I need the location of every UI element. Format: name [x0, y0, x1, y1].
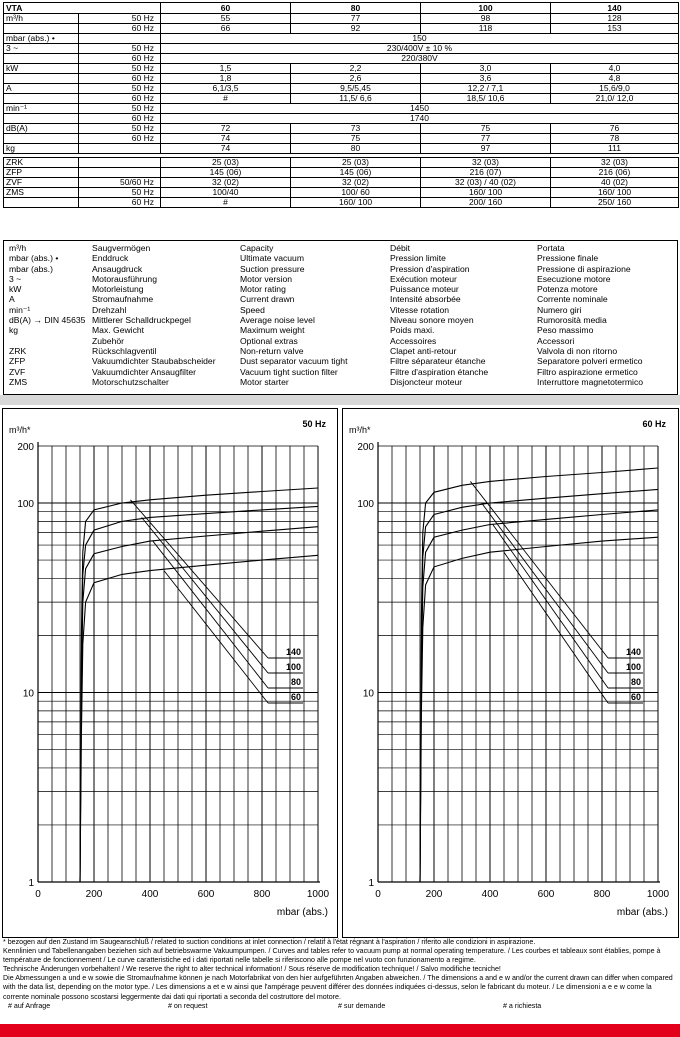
table-header-row: [4, 3, 679, 14]
series-leader-line: [142, 517, 268, 673]
legend-symbol-item: dB(A) → DIN 45635: [9, 315, 86, 326]
series-line-60: [420, 537, 658, 882]
y-tick-label: 1: [28, 878, 34, 889]
legend-symbol-item: mbar (abs.): [9, 263, 53, 274]
table-row: [4, 124, 679, 134]
legend-it-item: Interruttore magnetotermico: [537, 376, 644, 387]
legend-de-item: Vakuumdichter Ansaugfilter: [92, 366, 196, 377]
request-notes: [3, 1002, 675, 1012]
x-axis-label: mbar (abs.): [616, 907, 668, 918]
series-leader-line: [130, 500, 268, 658]
row-label: [4, 74, 79, 84]
row-value: #: [161, 94, 291, 104]
legend-symbol-item: 3 ~: [9, 273, 22, 284]
footnote-1: * bezogen auf den Zustand im Saugeanschluß / related to suction conditions at inlet connection / relatif à l'état régnant à l'aspiration / riferito alle condizioni in aspirazione.: [3, 938, 536, 946]
legend-de-item: Saugvermögen: [92, 243, 151, 253]
row-value: 9,5/5,45: [291, 84, 421, 94]
chart-60hz: [343, 409, 678, 937]
legend-fr-item: Vitesse rotation: [390, 304, 450, 315]
legend-it-item: Separatore polveri ermetico: [537, 356, 643, 367]
legend-en-item: Suction pressure: [240, 263, 305, 274]
table-row: [4, 158, 679, 168]
row-value: 1450: [161, 104, 679, 114]
row-frequency: 60 Hz: [79, 54, 161, 64]
row-value: 32 (03) / 40 (02): [421, 178, 551, 188]
legend-symbol-item: ZRK: [9, 345, 27, 356]
series-label: 100: [625, 662, 641, 672]
row-frequency: [79, 168, 161, 178]
series-leader-line: [482, 503, 608, 673]
legend-french: [390, 243, 488, 387]
legend-fr-item: Accessoires: [390, 335, 437, 346]
row-value: 73: [291, 124, 421, 134]
x-tick-label: 800: [253, 889, 271, 900]
series-label: 140: [625, 647, 641, 657]
footnote-2: Kennlinien und Tabellenangaben beziehen sich auf betriebswarme Vakuumpumpen. / Curves and tables refer to vacuum pump at normal operating temperature. / Les courbes et tableaux sont établies, pompe à température de fonctionnement / Le curve caratteristiche ed i dati riportati nelle tabelle si riferiscono alle pompe nel vuoto con funzionamento a regime.: [3, 947, 661, 965]
legend-symbol-item: ZVF: [9, 366, 26, 377]
row-value: 118: [421, 24, 551, 34]
series-line-140: [80, 488, 318, 882]
row-value: 250/ 160: [551, 198, 679, 208]
x-tick-label: 400: [141, 889, 159, 900]
series-line-80: [80, 527, 318, 882]
x-tick-label: 600: [197, 889, 215, 900]
legend-de-item: Motorleistung: [92, 284, 144, 295]
row-value: #: [161, 198, 291, 208]
series-line-60: [80, 555, 318, 882]
red-footer-bar: [0, 1024, 680, 1037]
row-value: 72: [161, 124, 291, 134]
row-frequency: [79, 158, 161, 168]
legend-en-item: Ultimate vacuum: [240, 253, 304, 264]
row-value: 160/ 100: [551, 188, 679, 198]
series-leader-line: [470, 481, 608, 658]
row-frequency: [79, 144, 161, 154]
row-value: 128: [551, 14, 679, 24]
row-value: 216 (06): [551, 168, 679, 178]
legend-fr-item: Exécution moteur: [390, 273, 457, 284]
series-line-100: [80, 506, 318, 882]
legend-german: [92, 243, 216, 387]
series-line-140: [420, 468, 658, 882]
y-tick-label: 10: [22, 688, 34, 700]
chart-title: 60 Hz: [642, 419, 666, 429]
row-label: [4, 198, 79, 208]
x-tick-label: 0: [35, 889, 41, 900]
legend-en-item: Speed: [240, 304, 265, 315]
legend-symbol-item: min⁻¹: [9, 304, 31, 315]
row-value: 98: [421, 14, 551, 24]
grey-band: [0, 395, 680, 405]
legend-de-item: Mittlerer Schalldruckpegel: [92, 315, 191, 326]
row-value: 55: [161, 14, 291, 24]
table-row: [4, 24, 679, 34]
legend-it-item: Accessori: [537, 335, 575, 346]
legend-italian: [537, 243, 643, 387]
legend-en-item: Average noise level: [240, 315, 315, 326]
legend-de-item: Max. Gewicht: [92, 325, 145, 336]
model-column-header: 80: [291, 3, 421, 14]
y-tick-label: 100: [357, 499, 374, 511]
legend-de-item: Drehzahl: [92, 304, 127, 315]
row-label: min⁻¹: [4, 104, 79, 114]
legend-en-item: Motor starter: [240, 376, 289, 387]
footnotes: [3, 938, 675, 1012]
note-it: # a richiesta: [503, 1001, 542, 1010]
x-tick-label: 800: [593, 889, 611, 900]
row-value: 153: [551, 24, 679, 34]
row-frequency: 50 Hz: [79, 124, 161, 134]
row-value: 230/400V ± 10 %: [161, 44, 679, 54]
legend-fr-item: Puissance moteur: [390, 284, 459, 295]
row-value: 3,0: [421, 64, 551, 74]
legend-fr-item: Filtre d'aspiration étanche: [390, 366, 489, 377]
row-value: 75: [291, 134, 421, 144]
legend-it-item: Esecuzione motore: [537, 273, 611, 284]
legend-de-item: Rückschlagventil: [92, 345, 157, 356]
legend-box: [3, 240, 678, 395]
legend-de-item: Stromaufnahme: [92, 294, 154, 305]
legend-symbols: [9, 243, 85, 387]
chart-title: 50 Hz: [302, 419, 326, 429]
series-leader-line: [493, 525, 608, 688]
row-value: 97: [421, 144, 551, 154]
row-value: 200/ 160: [421, 198, 551, 208]
x-axis-label: mbar (abs.): [276, 907, 328, 918]
table-row: [4, 198, 679, 208]
row-label: ZVF: [4, 178, 79, 188]
row-frequency: 60 Hz: [79, 74, 161, 84]
table-row: [4, 134, 679, 144]
row-value: 1,5: [161, 64, 291, 74]
legend-de-item: Vakuumdichter Staubabscheider: [92, 356, 216, 367]
series-leader-line: [164, 571, 268, 703]
x-tick-label: 200: [425, 889, 443, 900]
legend-fr-item: Clapet anti-retour: [390, 345, 457, 356]
row-label: m³/h: [4, 14, 79, 24]
table-row: [4, 94, 679, 104]
legend-en-item: Vacuum tight suction filter: [240, 366, 338, 377]
table-row: [4, 54, 679, 64]
row-label: mbar (abs.) •: [4, 34, 79, 44]
model-column-header: 140: [551, 3, 679, 14]
row-value: 21,0/ 12,0: [551, 94, 679, 104]
series-label: 60: [290, 692, 301, 702]
row-value: 18,5/ 10,6: [421, 94, 551, 104]
legend-fr-item: Disjoncteur moteur: [390, 376, 463, 387]
legend-symbol-item: ZFP: [9, 356, 26, 367]
legend-de-item: Motorausführung: [92, 273, 157, 284]
x-tick-label: 0: [375, 889, 381, 900]
row-value: 4,0: [551, 64, 679, 74]
row-frequency: 50 Hz: [79, 64, 161, 74]
y-axis-label: m³/h*: [349, 425, 371, 435]
legend-it-item: Filtro aspirazione ermetico: [537, 366, 638, 377]
legend-en-item: Capacity: [240, 243, 274, 253]
table-row: [4, 144, 679, 154]
table-row: [4, 84, 679, 94]
legend-symbol-item: kW: [9, 284, 22, 295]
legend-it-item: Rumorosità media: [537, 315, 607, 326]
row-value: 32 (02): [291, 178, 421, 188]
legend-en-item: Dust separator vacuum tight: [240, 356, 348, 367]
legend-fr-item: Niveau sonore moyen: [390, 315, 474, 326]
row-frequency: 50 Hz: [79, 104, 161, 114]
legend-de-item: Motorschutzschalter: [92, 376, 169, 387]
row-value: 15,6/9,0: [551, 84, 679, 94]
x-tick-label: 400: [481, 889, 499, 900]
table-row: [4, 168, 679, 178]
row-value: 76: [551, 124, 679, 134]
legend-de-item: Enddruck: [92, 253, 129, 264]
row-value: 77: [421, 134, 551, 144]
note-fr: # sur demande: [338, 1001, 386, 1010]
row-value: 2,6: [291, 74, 421, 84]
legend-en-item: Non-return valve: [240, 345, 304, 356]
row-frequency: 50 Hz: [79, 44, 161, 54]
x-tick-label: 200: [85, 889, 103, 900]
row-value: 92: [291, 24, 421, 34]
row-label: kg: [4, 144, 79, 154]
legend-it-item: Portata: [537, 243, 565, 253]
row-value: 32 (03): [421, 158, 551, 168]
row-value: 74: [161, 144, 291, 154]
row-frequency: 60 Hz: [79, 24, 161, 34]
legend-it-item: Numero giri: [537, 304, 582, 315]
table-row: [4, 74, 679, 84]
row-value: 4,8: [551, 74, 679, 84]
legend-en-item: Maximum weight: [240, 325, 305, 336]
legend-en-item: Optional extras: [240, 335, 298, 346]
legend-it-item: Pressione di aspirazione: [537, 263, 631, 274]
row-label: A: [4, 84, 79, 94]
row-label: [4, 134, 79, 144]
row-value: 40 (02): [551, 178, 679, 188]
legend-it-item: Corrente nominale: [537, 294, 608, 305]
row-label: dB(A): [4, 124, 79, 134]
note-de: # auf Anfrage: [8, 1001, 51, 1010]
model-header: VTA: [4, 3, 161, 14]
legend-fr-item: Filtre séparateur étanche: [390, 356, 486, 367]
row-value: 145 (06): [161, 168, 291, 178]
table-row: [4, 178, 679, 188]
series-label: 80: [290, 677, 301, 687]
series-leader-line: [153, 541, 268, 688]
legend-english: [240, 243, 347, 387]
row-label: [4, 114, 79, 124]
legend-de-item: Ansaugdruck: [92, 263, 143, 274]
model-column-header: 60: [161, 3, 291, 14]
x-tick-label: 1000: [306, 889, 330, 900]
row-value: 12,2 / 7,1: [421, 84, 551, 94]
table-row: [4, 44, 679, 54]
row-value: 100/40: [161, 188, 291, 198]
legend-it-item: Peso massimo: [537, 325, 594, 336]
row-frequency: 50 Hz: [79, 14, 161, 24]
chart-50hz: [3, 409, 337, 937]
model-column-header: 100: [421, 3, 551, 14]
legend-fr-item: Intensité absorbée: [390, 294, 461, 305]
row-value: 78: [551, 134, 679, 144]
legend-symbol-item: mbar (abs.) •: [9, 253, 59, 264]
spec-table: [3, 2, 679, 208]
row-value: 75: [421, 124, 551, 134]
x-tick-label: 600: [537, 889, 555, 900]
legend-it-item: Potenza motore: [537, 284, 598, 295]
row-label: [4, 94, 79, 104]
series-line-80: [420, 510, 658, 882]
row-frequency: 50/60 Hz: [79, 178, 161, 188]
row-value: 160/ 100: [291, 198, 421, 208]
row-value: 6,1/3,5: [161, 84, 291, 94]
row-frequency: 60 Hz: [79, 198, 161, 208]
row-value: 150: [161, 34, 679, 44]
row-frequency: 50 Hz: [79, 188, 161, 198]
row-value: 3,6: [421, 74, 551, 84]
row-value: 74: [161, 134, 291, 144]
y-tick-label: 1: [368, 878, 374, 889]
row-value: 145 (06): [291, 168, 421, 178]
chart-panel-60hz: [342, 408, 679, 938]
legend-en-item: Motor rating: [240, 284, 286, 295]
table-row: [4, 114, 679, 124]
series-label: 80: [630, 677, 641, 687]
row-value: 111: [551, 144, 679, 154]
legend-symbol-item: A: [9, 294, 15, 305]
row-value: 216 (07): [421, 168, 551, 178]
series-line-100: [420, 489, 658, 882]
row-label: ZRK: [4, 158, 79, 168]
legend-fr-item: Pression d'aspiration: [390, 263, 470, 274]
legend-symbol-item: kg: [9, 325, 19, 336]
series-label: 140: [285, 647, 301, 657]
row-value: 80: [291, 144, 421, 154]
legend-symbol-item: ZMS: [9, 376, 28, 387]
row-label: 3 ~: [4, 44, 79, 54]
row-frequency: 60 Hz: [79, 94, 161, 104]
legend-symbol-item: m³/h: [9, 243, 27, 253]
legend-it-item: Valvola di non ritorno: [537, 345, 618, 356]
y-axis-label: m³/h*: [9, 425, 31, 435]
row-value: 1740: [161, 114, 679, 124]
chart-panel-50hz: [2, 408, 338, 938]
y-tick-label: 100: [17, 499, 34, 511]
legend-fr-item: Débit: [390, 243, 411, 253]
row-value: 25 (03): [291, 158, 421, 168]
row-label: kW: [4, 64, 79, 74]
row-value: 100/ 60: [291, 188, 421, 198]
row-value: 25 (03): [161, 158, 291, 168]
row-value: 220/380V: [161, 54, 679, 64]
legend-it-item: Pressione finale: [537, 253, 599, 264]
legend-symbol-item: [9, 336, 85, 346]
legend-fr-item: Pression limite: [390, 253, 446, 264]
footnote-3: Technische Änderungen vorbehalten! / We reserve the right to alter technical information! / Sous réserve de modification technique! / Salvo modifiche tecniche!: [3, 965, 501, 974]
row-value: 2,2: [291, 64, 421, 74]
row-value: 77: [291, 14, 421, 24]
table-row: [4, 104, 679, 114]
series-label: 60: [630, 692, 641, 702]
row-label: [4, 24, 79, 34]
row-value: 32 (03): [551, 158, 679, 168]
table-row: [4, 64, 679, 74]
table-row: [4, 14, 679, 24]
footnote-4: Die Abmessungen a und e w sowie die Stromaufnahme können je nach Motorfabrikat von den hier aufgeführten Angaben abweichen. / The dimensions a and e w and/or the current drawn can differ when compared with the data list, depending on the motor type. / Les dimensions a et e w ainsi que l'ampérage peuvent différer des données indiquées ci-dessus, selon le fabricant du moteur. / Le dimensioni a e e w come la corrente nominale possono scostarsi leggermente dai dati qui riportati a seconda del costruttore del motore.: [3, 974, 673, 1001]
legend-fr-item: Poids maxi.: [390, 325, 435, 336]
table-row: [4, 34, 679, 44]
row-frequency: 60 Hz: [79, 114, 161, 124]
row-value: 160/ 100: [421, 188, 551, 198]
row-label: ZFP: [4, 168, 79, 178]
note-en: # on request: [168, 1001, 208, 1010]
x-tick-label: 1000: [646, 889, 670, 900]
row-value: 11,5/ 6,6: [291, 94, 421, 104]
legend-de-item: Zubehör: [92, 335, 125, 346]
y-tick-label: 200: [17, 442, 34, 453]
series-label: 100: [285, 662, 301, 672]
table-row: [4, 188, 679, 198]
row-frequency: 50 Hz: [79, 84, 161, 94]
y-tick-label: 10: [362, 688, 374, 700]
series-leader-line: [504, 552, 608, 703]
row-value: 32 (02): [161, 178, 291, 188]
row-label: [4, 54, 79, 64]
row-frequency: 60 Hz: [79, 134, 161, 144]
row-label: ZMS: [4, 188, 79, 198]
row-frequency: [79, 34, 161, 44]
legend-en-item: Motor version: [240, 273, 293, 284]
legend-en-item: Current drawn: [240, 294, 295, 305]
y-tick-label: 200: [357, 442, 374, 453]
row-value: 1,8: [161, 74, 291, 84]
row-value: 66: [161, 24, 291, 34]
